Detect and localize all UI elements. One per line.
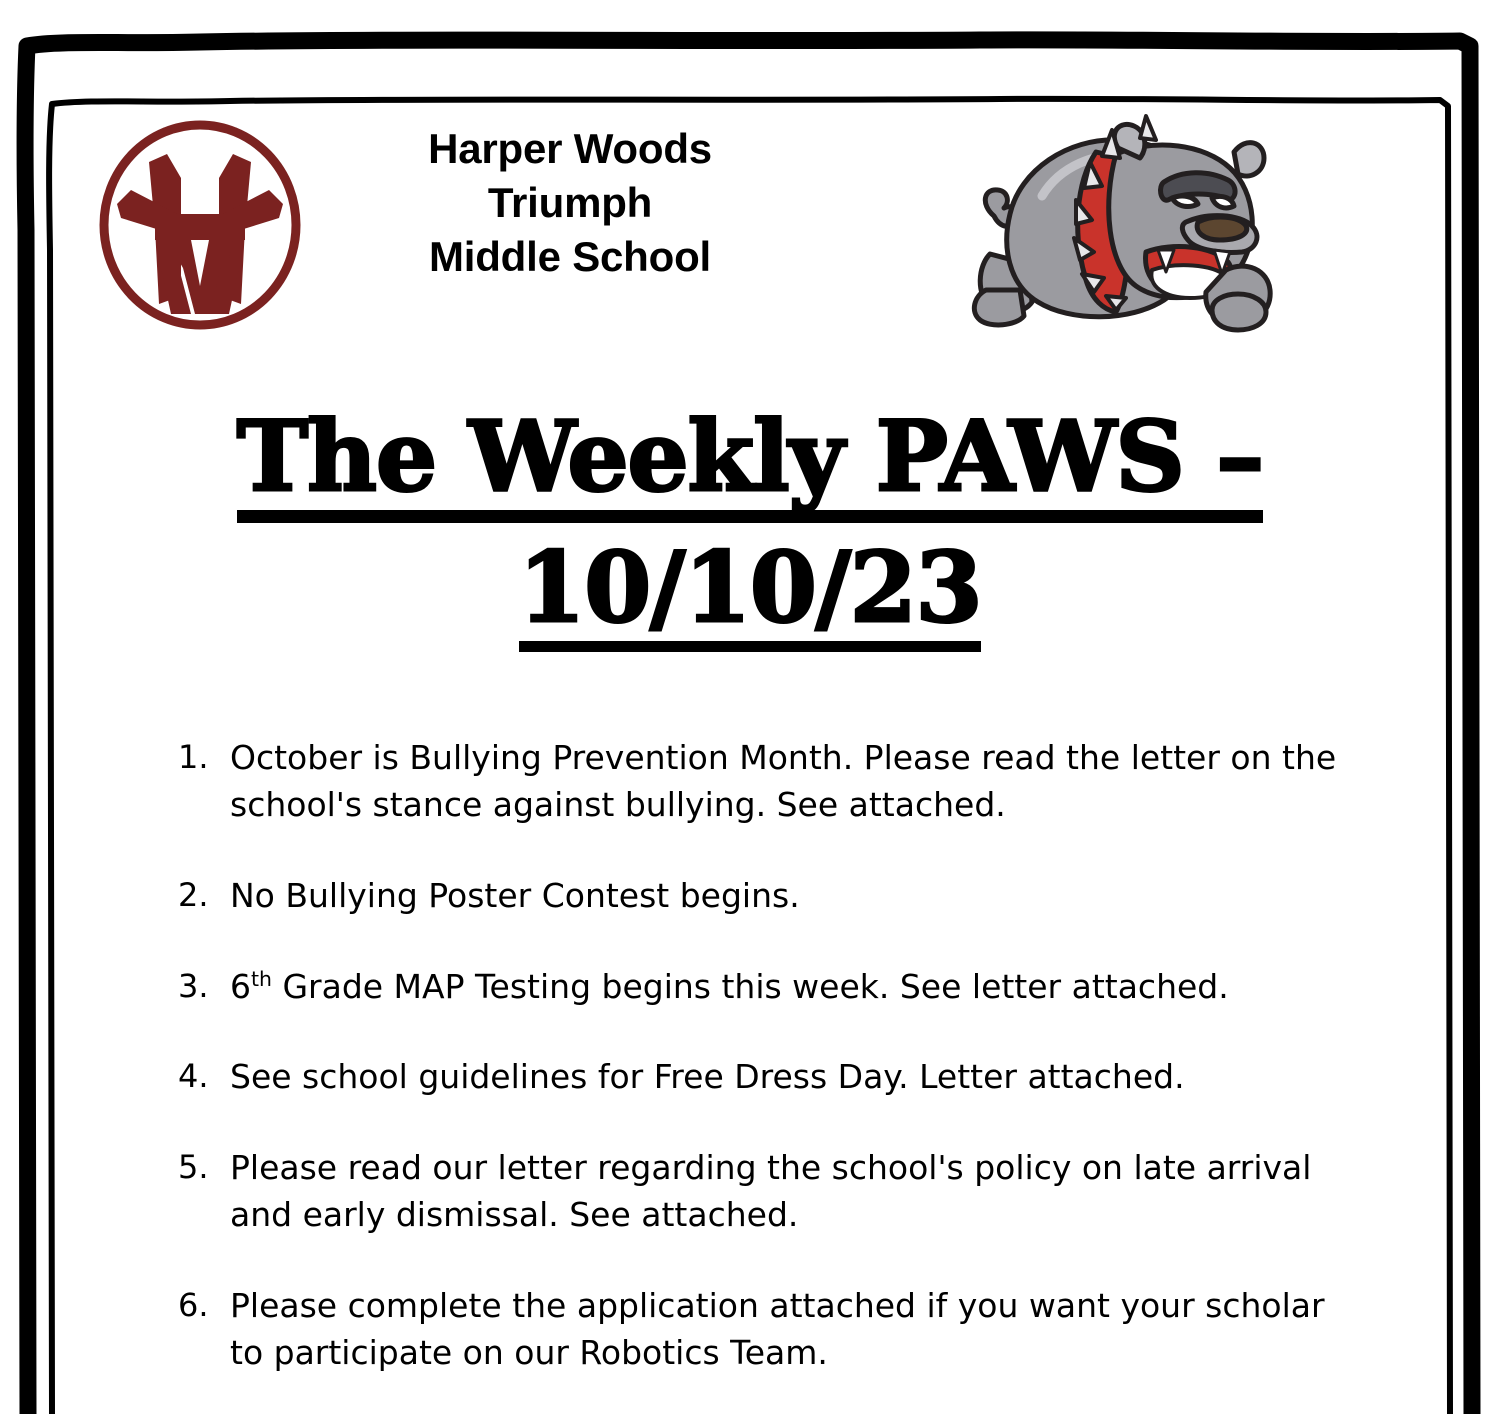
- page-title-line-2: 10/10/23: [519, 539, 982, 652]
- ordinal-suffix: th: [251, 966, 272, 991]
- bulldog-mascot: [800, 100, 1440, 354]
- list-item-number: 5.: [178, 1148, 209, 1187]
- grade-number: 6: [230, 966, 251, 1006]
- list-item-text: October is Bullying Prevention Month. Please read the letter on the school's stance against bullying. See attached.: [230, 738, 1337, 824]
- school-name-block: [340, 100, 800, 283]
- school-name-line-1: Harper Woods: [428, 125, 712, 172]
- list-item: [178, 873, 1338, 920]
- school-name-line-2: Triumph: [487, 178, 653, 226]
- list-item-number: 6.: [178, 1286, 209, 1325]
- list-item: [178, 964, 1338, 1011]
- list-item-number: 3.: [178, 966, 209, 1005]
- announcement-list: [178, 735, 1338, 1414]
- page-title: [60, 400, 1440, 652]
- list-item-text: No Bullying Poster Contest begins.: [230, 875, 800, 915]
- bulldog-mascot-icon: [950, 104, 1290, 354]
- list-item: [178, 1054, 1338, 1101]
- list-item: [178, 1283, 1338, 1377]
- school-name-line-3: Middle School: [428, 232, 712, 280]
- list-item: [178, 735, 1338, 829]
- list-item-number: 2.: [178, 875, 209, 914]
- list-item-text-rest: Grade MAP Testing begins this week. See letter attached.: [271, 966, 1229, 1006]
- list-item-text: [230, 964, 1338, 1011]
- hw-monogram-logo-icon: [95, 118, 305, 333]
- list-item-number: 4.: [178, 1057, 209, 1096]
- page-header: [60, 100, 1440, 360]
- list-item-number: 1.: [178, 738, 209, 776]
- page-title-line-1: The Weekly PAWS –: [237, 408, 1264, 523]
- list-item-text: Please complete the application attached if you want your scholar to participate on our Robotics Team.: [230, 1286, 1325, 1372]
- list-item-text: Please read our letter regarding the school's policy on late arrival and early dismissal. See attached.: [230, 1148, 1312, 1235]
- list-item-text: See school guidelines for Free Dress Day. Letter attached.: [230, 1057, 1185, 1097]
- list-item: [178, 1145, 1338, 1239]
- school-logo: [60, 100, 340, 333]
